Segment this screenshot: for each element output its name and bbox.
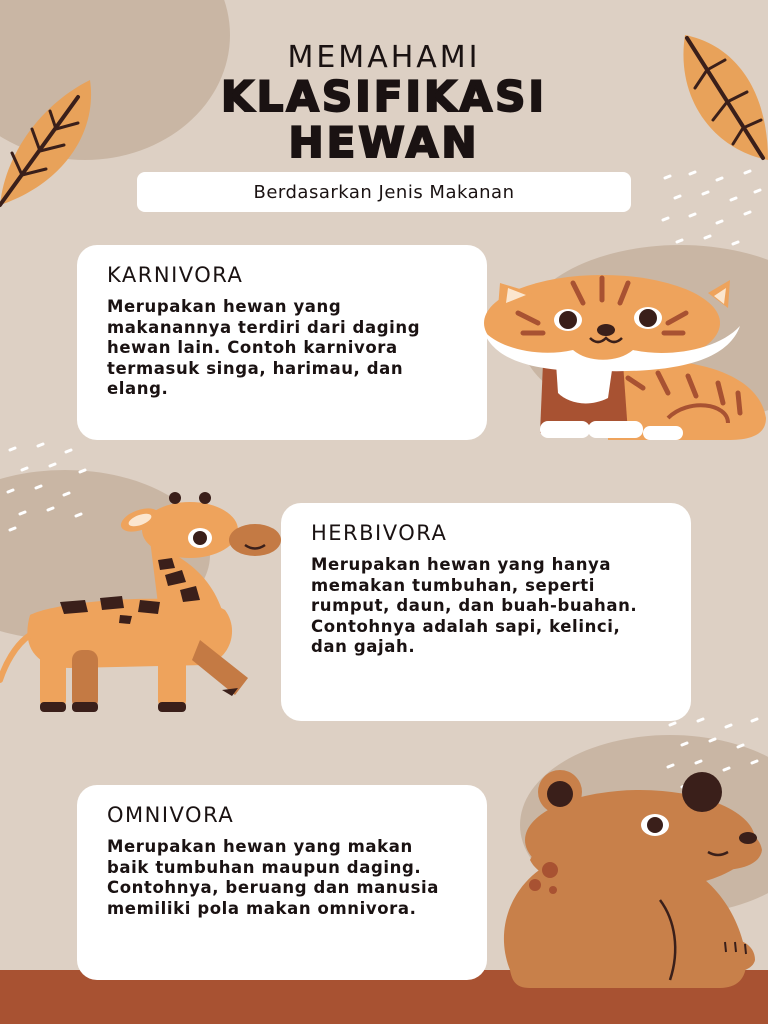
card-herbivora <box>281 503 691 721</box>
giraffe-icon <box>0 490 285 720</box>
title-line-1: MEMAHAMI <box>287 40 481 75</box>
title-line-2: KLASIFIKASI <box>221 72 547 121</box>
dots-pattern-top-right <box>655 168 768 253</box>
card-body-karnivora: Merupakan hewan yang makanannya terdiri dari daging hewan lain. Contoh karnivora termasuk singa, harimau, dan elang. <box>107 297 421 398</box>
subtitle-pill <box>137 172 631 212</box>
card-title-herbivora: HERBIVORA <box>311 521 448 545</box>
title-line-3: HEWAN <box>288 118 480 167</box>
card-title-omnivora: OMNIVORA <box>107 803 235 827</box>
card-body-omnivora: Merupakan hewan yang makan baik tumbuhan maupun daging. Contohnya, beruang dan manusia memiliki pola makan omnivora. <box>107 837 439 918</box>
title-main <box>0 74 768 166</box>
card-body-herbivora: Merupakan hewan yang hanya memakan tumbuhan, seperti rumput, daun, dan buah-buahan. Contohnya adalah sapi, kelinci, dan gajah. <box>311 555 638 656</box>
subtitle-text: Berdasarkan Jenis Makanan <box>253 181 515 203</box>
card-title-karnivora: KARNIVORA <box>107 263 244 287</box>
card-karnivora <box>77 245 487 440</box>
bear-icon <box>490 770 768 1000</box>
card-omnivora <box>77 785 487 980</box>
tiger-icon <box>478 268 768 443</box>
